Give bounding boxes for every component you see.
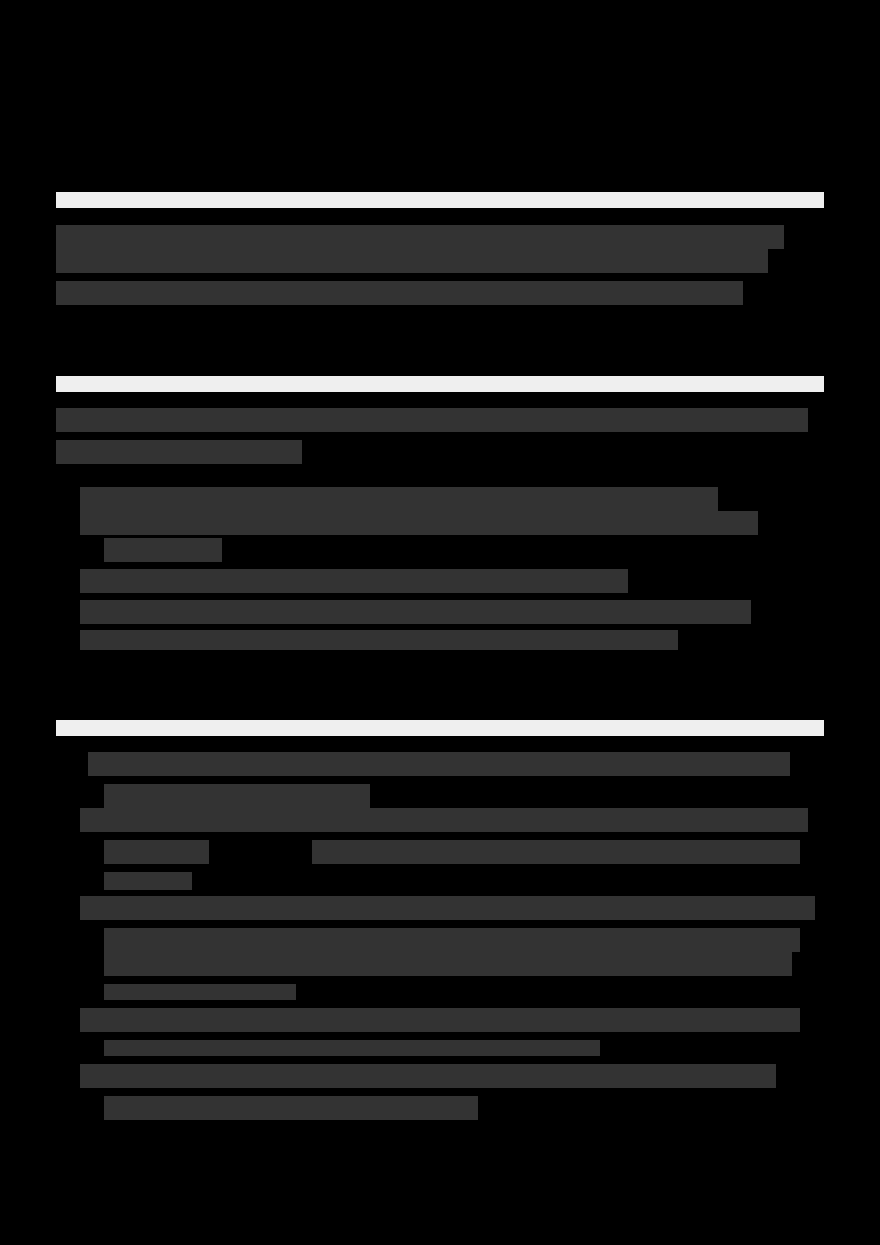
redacted-list-line: [104, 538, 222, 562]
redacted-list-line: [88, 752, 790, 776]
redacted-list-line: [312, 840, 800, 864]
redacted-list-line: [80, 600, 751, 624]
redacted-list-line: [104, 784, 370, 808]
redacted-text-line: [56, 225, 784, 249]
redacted-list-line: [80, 1064, 776, 1088]
redacted-list-line: [80, 1008, 800, 1032]
redacted-text-line: [56, 281, 743, 305]
redacted-list-line: [80, 896, 815, 920]
redacted-list-line: [104, 840, 209, 864]
redacted-list-line: [80, 569, 628, 593]
redacted-list-line: [80, 808, 808, 832]
redacted-list-line: [80, 487, 718, 511]
redacted-list-line: [104, 1040, 600, 1056]
section-heading-redacted: [56, 376, 824, 392]
redacted-list-line: [80, 630, 678, 650]
redacted-list-line: [104, 1096, 478, 1120]
section-heading-redacted: [56, 720, 824, 736]
redacted-list-line: [80, 511, 758, 535]
section-heading-redacted: [56, 192, 824, 208]
redacted-text-line: [56, 408, 808, 432]
redacted-list-line: [104, 952, 792, 976]
redacted-list-line: [104, 984, 296, 1000]
redacted-list-line: [104, 872, 192, 890]
redacted-text-line: [56, 440, 302, 464]
redacted-text-line: [56, 249, 768, 273]
redacted-list-line: [104, 928, 800, 952]
